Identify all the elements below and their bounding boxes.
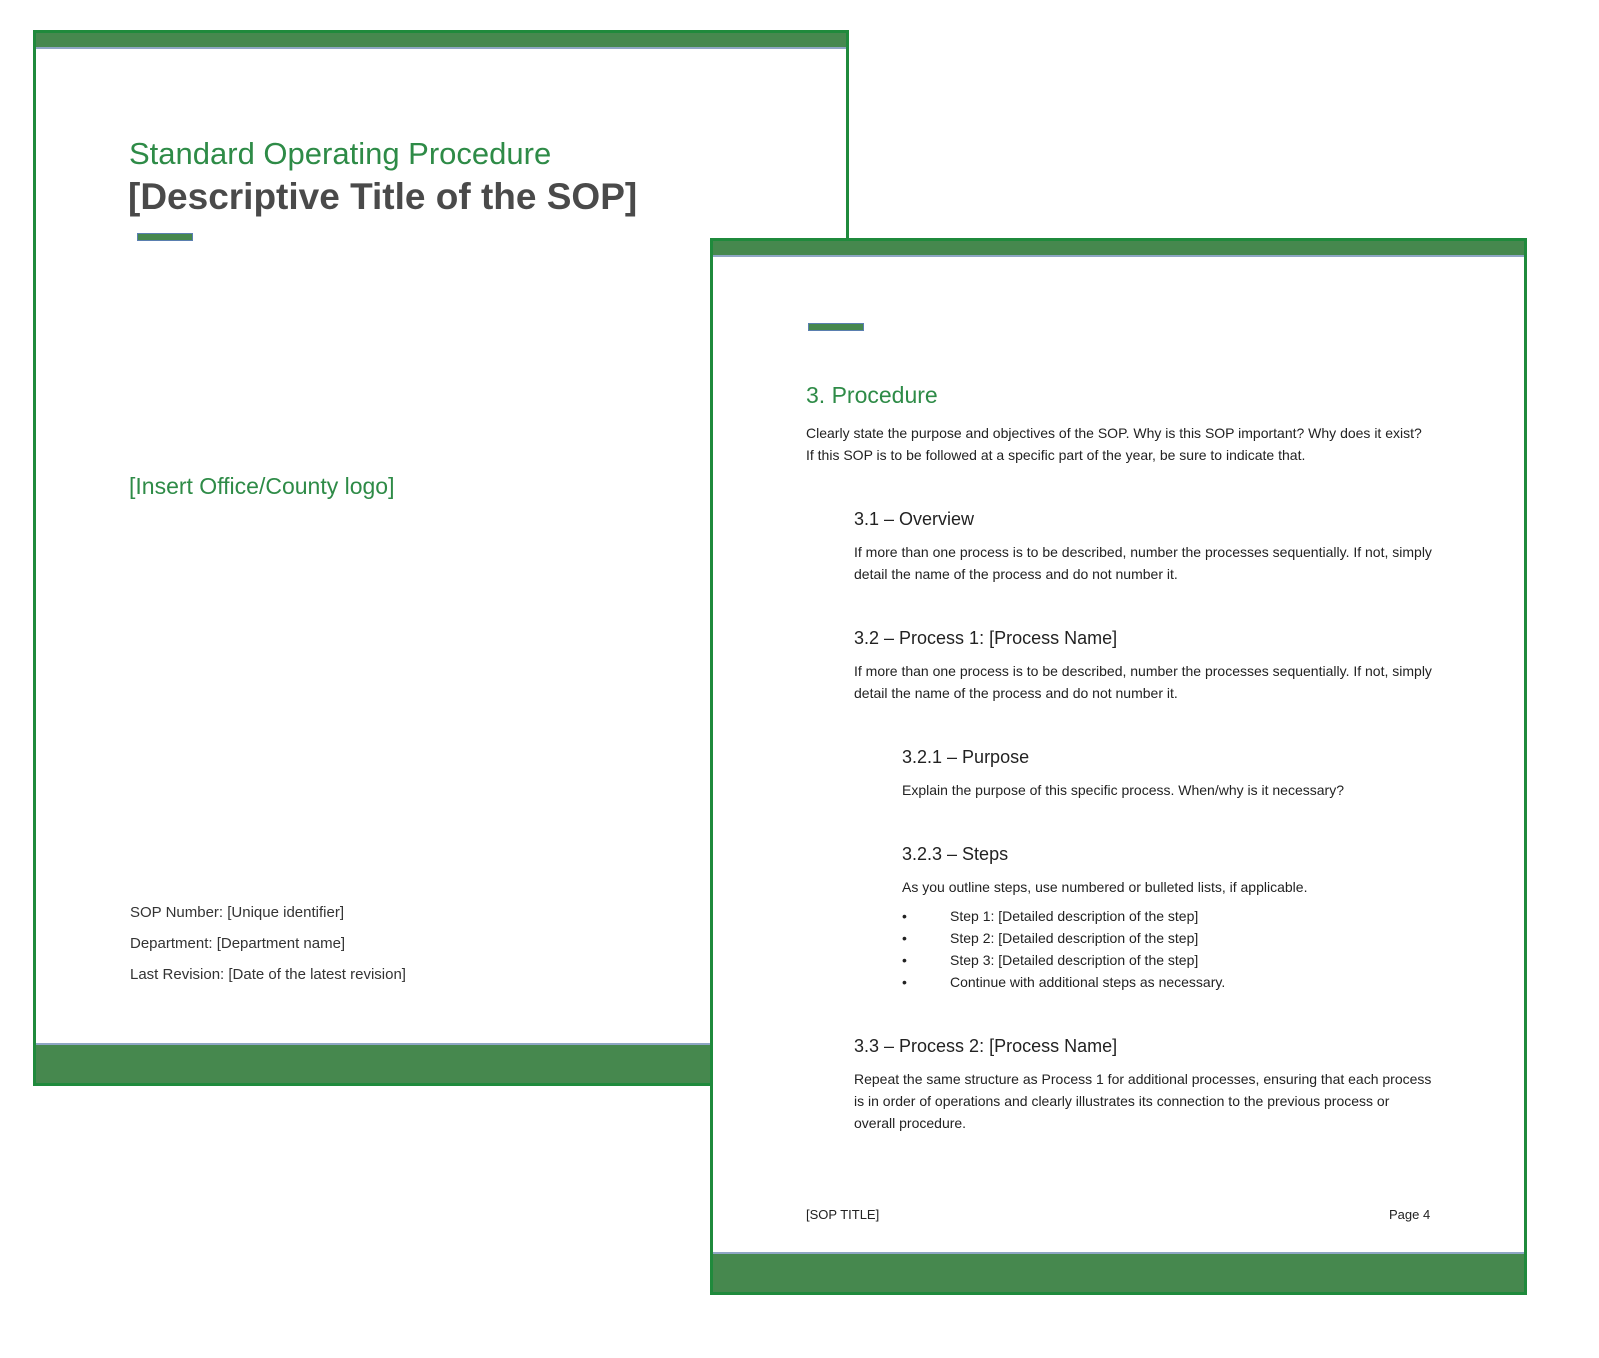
list-item: • Step 3: [Detailed description of the step] bbox=[902, 949, 1225, 971]
purpose-heading: 3.2.1 – Purpose bbox=[902, 747, 1030, 767]
logo-placeholder: [Insert Office/County logo] bbox=[129, 473, 395, 499]
bullet-icon: • bbox=[902, 952, 907, 968]
cover-meta bbox=[130, 903, 406, 996]
bullet-icon: • bbox=[902, 974, 907, 990]
cover-kicker: Standard Operating Procedure bbox=[129, 136, 552, 171]
page-number: Page 4 bbox=[1389, 1207, 1431, 1222]
last-revision: Last Revision: [Date of the latest revision] bbox=[130, 966, 406, 983]
sop-number: SOP Number: [Unique identifier] bbox=[130, 904, 344, 921]
content-accent-bar bbox=[808, 323, 864, 331]
cover-accent-bar bbox=[137, 233, 193, 241]
overview-heading: 3.1 – Overview bbox=[854, 509, 975, 529]
steps-list bbox=[902, 905, 1225, 993]
process2-paragraph: Repeat the same structure as Process 1 for additional processes, ensuring that each process is in order of operations and clearly illustrates its connection to the previous process or overall procedure. bbox=[854, 1071, 1432, 1131]
bullet-icon: • bbox=[902, 930, 907, 946]
footer-title: [SOP TITLE] bbox=[806, 1207, 880, 1222]
content-bottom-band bbox=[713, 1252, 1524, 1292]
content-top-band bbox=[713, 241, 1524, 257]
cover-title: [Descriptive Title of the SOP] bbox=[128, 176, 638, 217]
list-item: • Step 2: [Detailed description of the step] bbox=[902, 927, 1225, 949]
content-page bbox=[710, 238, 1527, 1295]
bullet-icon: • bbox=[902, 908, 907, 924]
list-item: • Step 1: [Detailed description of the step] bbox=[902, 905, 1225, 927]
department: Department: [Department name] bbox=[130, 935, 346, 952]
section-heading: 3. Procedure bbox=[806, 382, 938, 408]
purpose-paragraph: Explain the purpose of this specific process. When/why is it necessary? bbox=[902, 782, 1344, 798]
process1-heading: 3.2 – Process 1: [Process Name] bbox=[854, 628, 1118, 648]
list-item: • Continue with additional steps as necessary. bbox=[902, 971, 1225, 993]
process2-heading: 3.3 – Process 2: [Process Name] bbox=[854, 1036, 1118, 1056]
steps-heading: 3.2.3 – Steps bbox=[902, 844, 1009, 864]
steps-paragraph: As you outline steps, use numbered or bulleted lists, if applicable. bbox=[902, 879, 1308, 895]
overview-paragraph: If more than one process is to be described, number the processes sequentially. If not, simply detail the name of the process and do not number it. bbox=[854, 544, 1432, 582]
cover-top-band bbox=[36, 33, 846, 49]
process1-paragraph: If more than one process is to be described, number the processes sequentially. If not, simply detail the name of the process and do not number it. bbox=[854, 663, 1432, 701]
intro-paragraph: Clearly state the purpose and objectives of the SOP. Why is this SOP important? Why does it exist? If this SOP is to be followed at a specific part of the year, be sure to indicate that. bbox=[806, 425, 1422, 463]
